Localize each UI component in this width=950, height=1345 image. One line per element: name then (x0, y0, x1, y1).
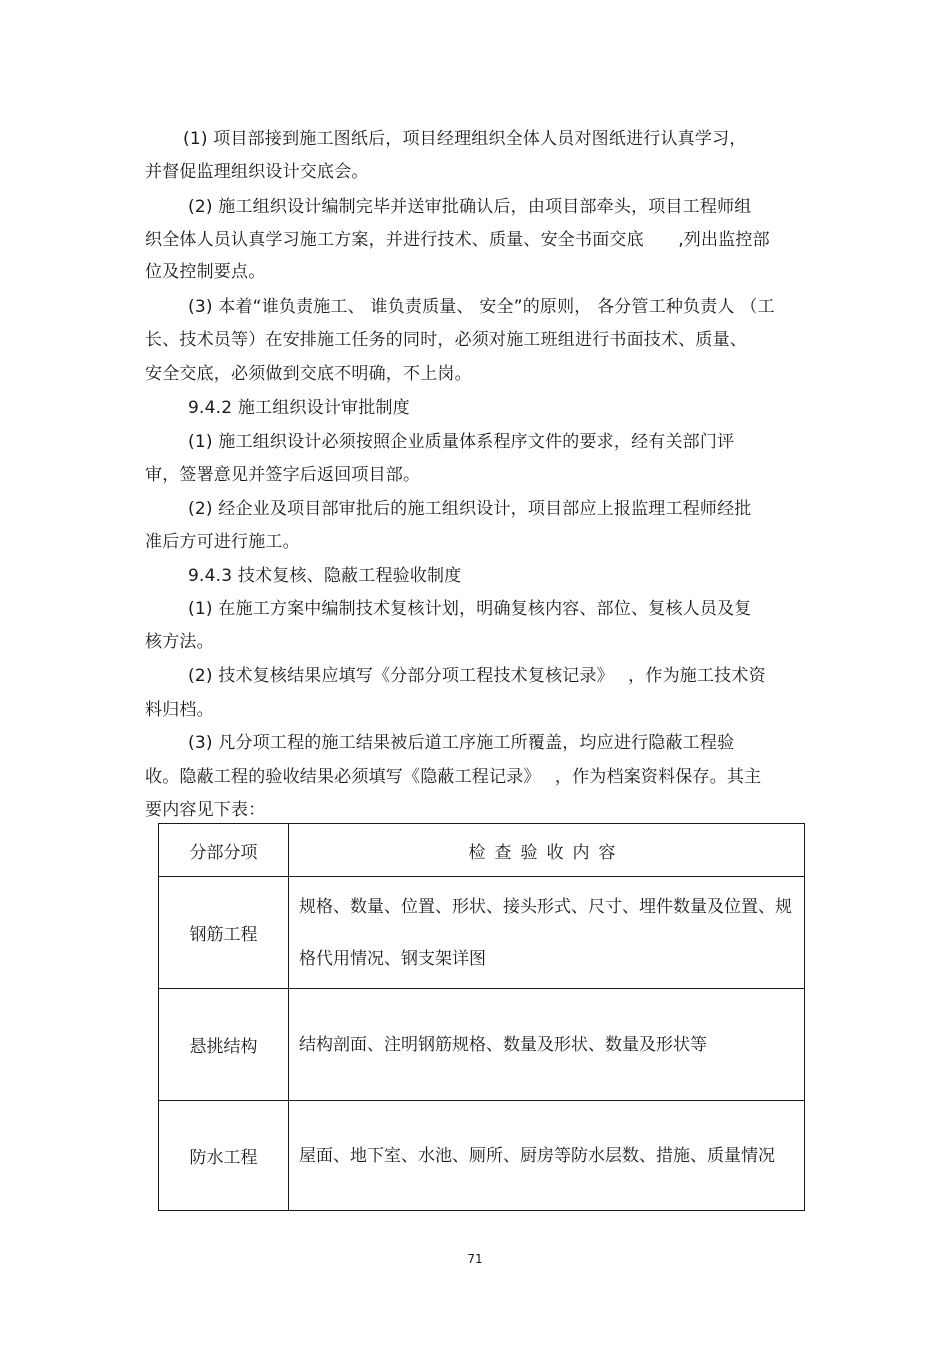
table-row (159, 989, 805, 1101)
category-cell: 防水工程 (159, 1101, 289, 1211)
paragraph-line: (2) 技术复核结果应填写《分部分项工程技术复核记录》 ，作为施工技术资 (188, 666, 766, 686)
paragraph-line: (3) 本着“谁负责施工、 谁负责质量、 安全”的原则， 各分管工种负责人 （工 (188, 297, 775, 317)
paragraph-line: (1) 施工组织设计必须按照企业质量体系程序文件的要求，经有关部门评 (188, 432, 735, 452)
paragraph-line: (2) 经企业及项目部审批后的施工组织设计，项目部应上报监理工程师经批 (188, 499, 752, 519)
paragraph-line: 准后方可进行施工。 (145, 532, 300, 552)
paragraph-line: 料归档。 (145, 700, 214, 720)
header-cell-content: 检查验收内容 (289, 824, 805, 877)
paragraph-line: 织全体人员认真学习施工方案，并进行技术、质量、安全书面交底 ,列出监控部 (145, 230, 770, 250)
paragraph-line: 核方法。 (145, 632, 214, 652)
content-cell: 规格、数量、位置、形状、接头形式、尺寸、埋件数量及位置、规格代用情况、钢支架详图 (289, 877, 805, 989)
paragraph-line: 安全交底，必须做到交底不明确，不上岗。 (145, 364, 472, 384)
category-cell: 钢筋工程 (159, 877, 289, 989)
inspection-table (158, 823, 805, 1211)
paragraph-line: (1) 在施工方案中编制技术复核计划，明确复核内容、部位、复核人员及复 (188, 599, 752, 619)
paragraph-line: 长、技术员等）在安排施工任务的同时，必须对施工班组进行书面技术、质量、 (145, 330, 747, 350)
content-cell: 结构剖面、注明钢筋规格、数量及形状、数量及形状等 (289, 989, 805, 1101)
category-cell: 悬挑结构 (159, 989, 289, 1101)
table-row (159, 877, 805, 989)
paragraph-line: 要内容见下表： (145, 800, 266, 820)
content-cell: 屋面、地下室、水池、厕所、厨房等防水层数、措施、质量情况 (289, 1101, 805, 1211)
section-heading: 9.4.2 施工组织设计审批制度 (188, 398, 410, 418)
paragraph-line: 位及控制要点。 (145, 262, 266, 282)
paragraph-line: (1) 项目部接到施工图纸后，项目经理组织全体人员对图纸进行认真学习， (183, 129, 747, 149)
paragraph-line: (3) 凡分项工程的施工结果被后道工序施工所覆盖，均应进行隐蔽工程验 (188, 733, 735, 753)
table-row (159, 1101, 805, 1211)
paragraph-line: 审，签署意见并签字后返回项目部。 (145, 465, 421, 485)
section-heading: 9.4.3 技术复核、隐蔽工程验收制度 (188, 566, 462, 586)
paragraph-line: 收。隐蔽工程的验收结果必须填写《隐蔽工程记录》 ，作为档案资料保存。其主 (145, 767, 762, 787)
paragraph-line: (2) 施工组织设计编制完毕并送审批确认后，由项目部牵头，项目工程师组 (188, 197, 752, 217)
paragraph-line: 并督促监理组织设计交底会。 (145, 162, 369, 182)
table-header-row (159, 824, 805, 877)
header-cell-category: 分部分项 (159, 824, 289, 877)
page-number: 71 (467, 1252, 483, 1266)
